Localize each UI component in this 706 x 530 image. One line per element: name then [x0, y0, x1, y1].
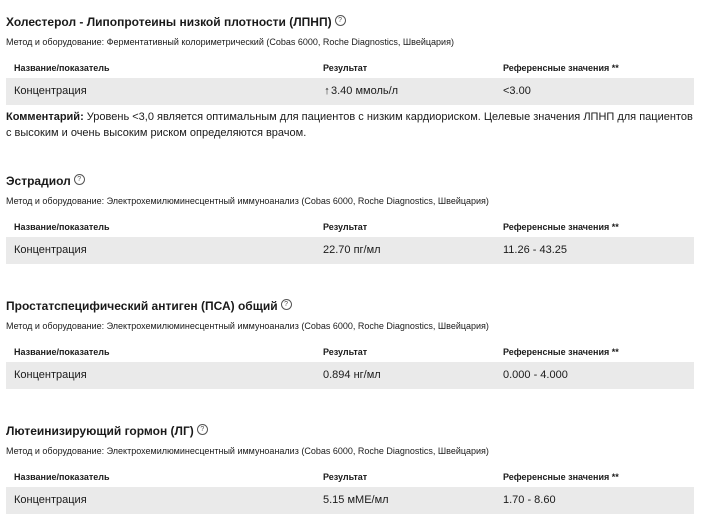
help-icon[interactable]: ? [281, 299, 292, 310]
row-result-value: 3.40 ммоль/л [331, 85, 399, 97]
column-result-header: Результат [323, 347, 368, 357]
help-icon[interactable]: ? [335, 15, 346, 26]
comment [6, 109, 694, 141]
row-result: 0.894 нг/мл [323, 369, 381, 381]
table-row [6, 487, 694, 514]
test-section-estradiol [6, 174, 694, 264]
column-reference-header: Референсные значения ** [503, 472, 619, 482]
row-result [323, 78, 398, 105]
column-reference-header: Референсные значения ** [503, 347, 619, 357]
table-row [6, 78, 694, 105]
column-name-header: Название/показатель [14, 63, 110, 73]
test-section-lh [6, 424, 694, 514]
arrow-up-icon: ↑ [324, 85, 330, 97]
table-row [6, 362, 694, 389]
column-reference-header: Референсные значения ** [503, 222, 619, 232]
column-result-header: Результат [323, 222, 368, 232]
table-header [6, 217, 694, 237]
method-text: Метод и оборудование: Ферментативный колориметрический (Cobas 6000, Roche Diagnostics, Швейцария) [6, 37, 454, 47]
method-text: Метод и оборудование: Электрохемилюминесцентный иммуноанализ (Cobas 6000, Roche Diagnostics, Швейцария) [6, 196, 489, 206]
row-reference: <3.00 [503, 85, 531, 97]
section-title: Холестерол - Липопротеины низкой плотности (ЛПНП) ? [6, 15, 694, 30]
column-name-header: Название/показатель [14, 222, 110, 232]
test-section-ldl [6, 15, 694, 141]
method-text: Метод и оборудование: Электрохемилюминесцентный иммуноанализ (Cobas 6000, Roche Diagnostics, Швейцария) [6, 446, 489, 456]
column-name-header: Название/показатель [14, 347, 110, 357]
row-reference: 11.26 - 43.25 [503, 244, 568, 256]
column-reference-header: Референсные значения ** [503, 63, 619, 73]
column-result-header: Результат [323, 472, 368, 482]
table-header [6, 342, 694, 362]
table-row [6, 237, 694, 264]
method-text: Метод и оборудование: Электрохемилюминесцентный иммуноанализ (Cobas 6000, Roche Diagnostics, Швейцария) [6, 321, 489, 331]
table-header [6, 467, 694, 487]
section-title: Эстрадиол ? [6, 174, 694, 189]
row-name: Концентрация [14, 494, 87, 506]
table-header [6, 58, 694, 78]
row-name: Концентрация [14, 85, 87, 97]
row-reference: 0.000 - 4.000 [503, 369, 568, 381]
help-icon[interactable]: ? [74, 174, 85, 185]
row-name: Концентрация [14, 244, 87, 256]
comment-text: Уровень <3,0 является оптимальным для пациентов с низким кардиориском. Целевые значения ЛПНП для пациентов с высоким и очень высоким риском определяются врачом. [6, 111, 693, 139]
row-result: 22.70 пг/мл [323, 244, 381, 256]
row-result: 5.15 мМЕ/мл [323, 494, 389, 506]
row-reference: 1.70 - 8.60 [503, 494, 556, 506]
comment-label: Комментарий: [6, 111, 84, 123]
column-name-header: Название/показатель [14, 472, 110, 482]
row-name: Концентрация [14, 369, 87, 381]
help-icon[interactable]: ? [197, 424, 208, 435]
test-section-psa [6, 299, 694, 389]
column-result-header: Результат [323, 63, 368, 73]
section-title: Лютеинизирующий гормон (ЛГ) ? [6, 424, 694, 439]
section-title: Простатспецифический антиген (ПСА) общий ? [6, 299, 694, 314]
